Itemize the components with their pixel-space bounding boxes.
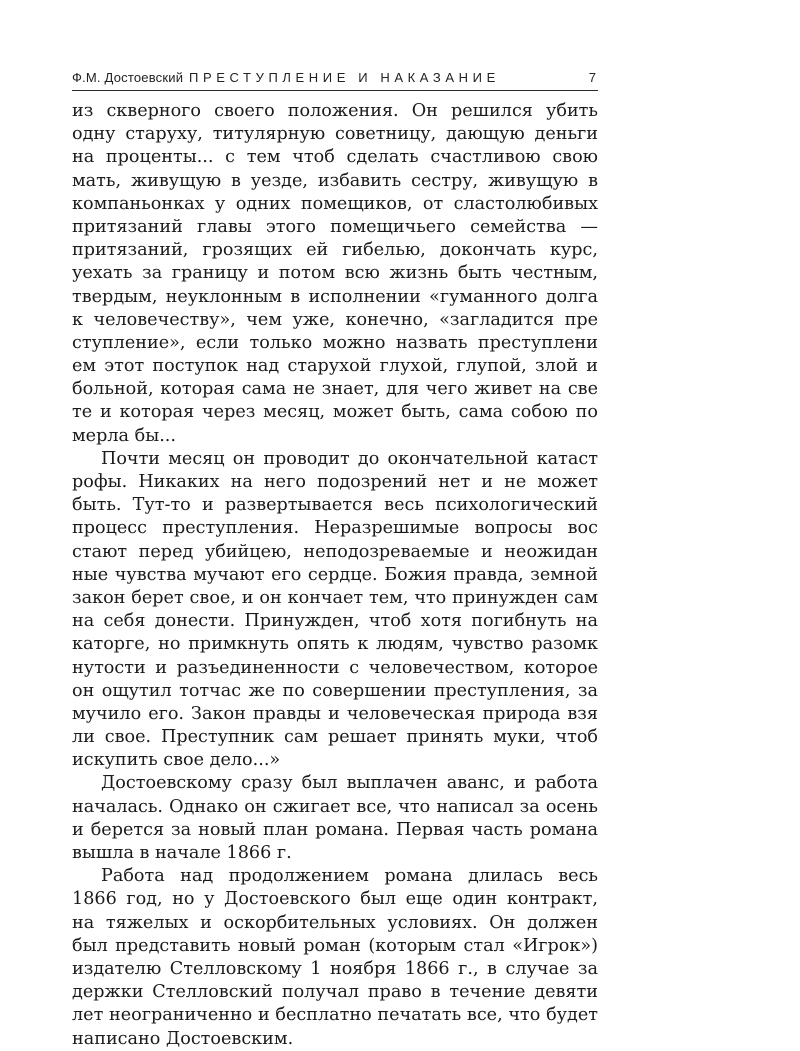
text-line: нутости и разъединенности с человечеством, которое: [72, 657, 598, 678]
text-line: компаньонках у одних помещиков, от сластолюбивых: [72, 193, 598, 214]
text-line: был представить новый роман (которым стал «Игрок»): [72, 935, 598, 956]
text-line: закон берет свое, и он кончает тем, что принужден сам: [72, 587, 598, 608]
text-line: искупить свое дело...»: [72, 750, 281, 771]
page-number: 7: [588, 70, 596, 85]
text-line: уехать за границу и потом всю жизнь быть честным,: [72, 263, 598, 284]
header-title: ПРЕСТУПЛЕНИЕ И НАКАЗАНИЕ: [189, 70, 500, 85]
text-line: к человечеству», чем уже, конечно, «загладится пре: [72, 309, 598, 330]
text-line: одну старуху, титулярную советницу, дающую деньги: [72, 124, 598, 145]
running-head: [72, 68, 598, 91]
text-line: быть. Тут-то и развертывается весь психологический: [72, 495, 598, 516]
text-line: началась. Однако он сжигает все, что написал за осень: [72, 796, 598, 817]
text-line: процесс преступления. Неразрешимые вопросы вос: [72, 518, 598, 539]
text-line: на себя донести. Принужден, чтоб хотя погибнуть на: [72, 611, 598, 632]
text-line: стают перед убийцею, неподозреваемые и неожидан: [72, 541, 598, 562]
text-line: Работа над продолжением романа длилась весь: [101, 866, 598, 887]
text-line: ные чувства мучают его сердце. Божия правда, земной: [72, 564, 598, 585]
text-line: из скверного своего положения. Он решился убить: [72, 101, 598, 121]
text-line: Достоевскому сразу был выплачен аванс, и работа: [101, 773, 598, 794]
text-line: притязаний главы этого помещичьего семейства —: [72, 216, 598, 237]
text-line: на тяжелых и оскорбительных условиях. Он должен: [72, 912, 598, 933]
text-line: мать, живущую в уезде, избавить сестру, живущую в: [72, 170, 598, 191]
text-line: ем этот поступок над старухой глухой, глупой, злой и: [72, 356, 598, 377]
body-text: [72, 100, 598, 1051]
text-line: рофы. Никаких на него подозрений нет и не может: [72, 472, 598, 492]
text-line: ли свое. Преступник сам решает принять муки, чтоб: [72, 727, 598, 748]
text-line: каторге, но примкнуть опять к людям, чувство разомк: [72, 634, 598, 655]
text-line: и берется за новый план романа. Первая часть романа: [72, 819, 598, 840]
text-line: мерла бы...: [72, 425, 176, 446]
text-line: 1866 год, но у Достоевского был еще один контракт,: [72, 889, 598, 910]
text-line: он ощутил тотчас же по совершении преступления, за: [72, 680, 598, 701]
text-line: написано Достоевским.: [72, 1028, 294, 1049]
text-line: твердым, неуклонным в исполнении «гуманного долга: [72, 286, 598, 307]
text-line: лет неограниченно и бесплатно печатать все, что будет: [72, 1005, 598, 1026]
header-author: Ф.М. Достоевский: [72, 70, 184, 85]
text-line: больной, которая сама не знает, для чего живет на све: [72, 379, 598, 400]
text-line: издателю Стелловскому 1 ноября 1866 г., в случае за: [72, 958, 598, 979]
text-line: на проценты... с тем чтоб сделать счастливою свою: [72, 147, 598, 168]
text-line: те и которая через месяц, может быть, сама собою по: [72, 402, 598, 423]
text-line: Почти месяц он проводит до окончательной катаст: [101, 448, 598, 469]
text-line: вышла в начале 1866 г.: [72, 843, 292, 863]
text-line: держки Стелловский получал право в течение девяти: [72, 982, 598, 1003]
text-line: притязаний, грозящих ей гибелью, докончать курс,: [72, 240, 598, 261]
text-line: ступление», если только можно назвать преступлени: [72, 332, 598, 353]
text-line: мучило его. Закон правды и человеческая природа взя: [72, 703, 598, 724]
